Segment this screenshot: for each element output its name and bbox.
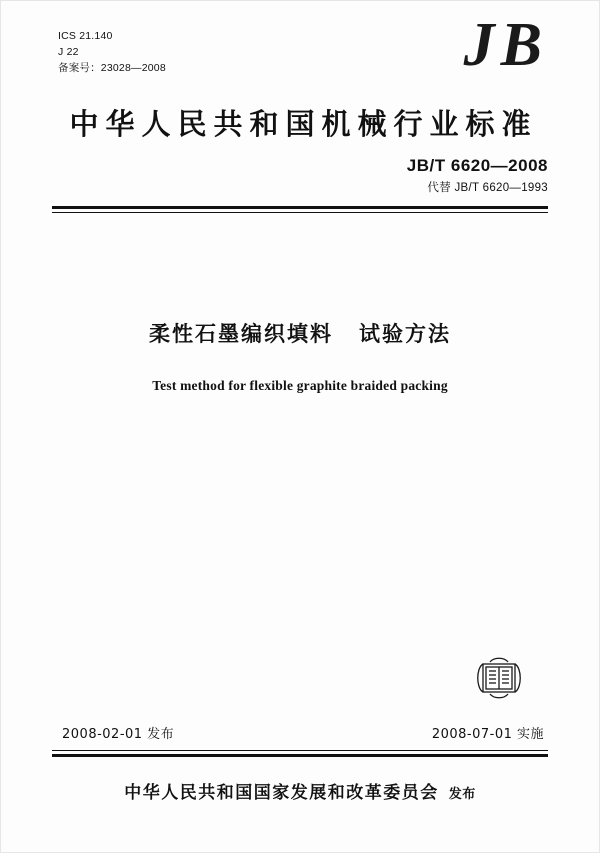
footer-rule-thick (52, 754, 548, 757)
publisher-name: 中华人民共和国国家发展和改革委员会 (124, 783, 439, 803)
standard-replaces: 代替 JB/T 6620—1993 (427, 182, 548, 194)
document-title-en: Test method for flexible graphite braided packing (152, 378, 448, 393)
publisher-line (0, 778, 600, 803)
footer-rule-thin (52, 750, 548, 751)
header-rule-thick (52, 206, 548, 209)
record-number: 备案号：23028—2008 (58, 62, 166, 74)
effective-date: 2008-07-01 实施 (431, 727, 544, 742)
issue-date: 2008-02-01 发布 (62, 727, 175, 742)
document-title-cn-part1: 柔性石墨编织填料 (149, 321, 333, 346)
standard-number: JB/T 6620—2008 (406, 156, 548, 175)
jb-logo: JB (463, 11, 548, 79)
national-standard-title: 中华人民共和国机械行业标准 (69, 107, 538, 141)
classification-codes (58, 28, 166, 76)
header-rule-thin (52, 212, 548, 213)
ics-code: ICS 21.140 (58, 30, 113, 42)
document-title-cn (0, 318, 600, 348)
document-title-cn-part2: 试验方法 (359, 321, 451, 346)
ccs-code: J 22 (58, 46, 79, 58)
publisher-verb: 发布 (448, 787, 476, 802)
standard-number-block (407, 155, 548, 196)
national-standard-emblem-icon (470, 652, 528, 704)
